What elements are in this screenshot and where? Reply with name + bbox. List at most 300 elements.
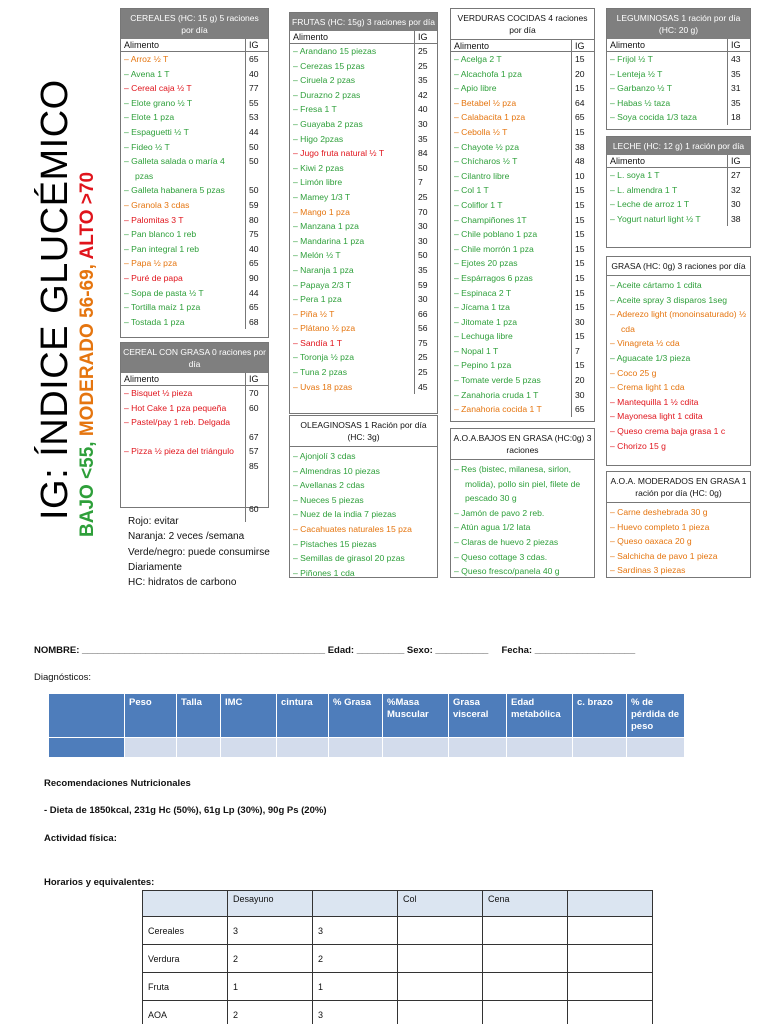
ig-value: 15 [575,185,585,196]
ig-column [728,168,750,226]
cereales-header: CEREALES (HC: 15 g) 5 raciones por día [121,9,268,39]
ig-value: 44 [249,287,259,298]
list-item: – Nuez de la india 7 piezas [293,509,397,520]
horarios-cell[interactable]: 2 [228,945,313,973]
ig-value: 50 [418,250,428,261]
leguminosas-header: LEGUMINOSAS 1 ración por día (HC: 20 g) [607,9,750,39]
diag-value-cell[interactable] [329,738,383,758]
list-item: – Salchicha de pavo 1 pieza [610,550,718,561]
food-item: – Acelga 2 T [454,54,502,64]
food-item: – Habas ½ taza [610,97,671,108]
food-item: – Limón libre [293,177,343,188]
ig-value: 15 [575,243,585,254]
ig-value: 56 [418,323,428,334]
food-item: – Chile morrón 1 pza [454,243,534,254]
food-item: – Cilantro libre [454,170,510,181]
ig-value: 15 [575,214,585,225]
food-item: – Sopa de pasta ½ T [124,287,204,298]
food-item: – Sandía 1 T [293,337,343,348]
ig-value [249,415,268,430]
food-item: – Avena 1 T [124,68,170,79]
food-item: – Chile poblano 1 pza [454,229,538,240]
cereal-grasa-header: CEREAL CON GRASA 0 raciones por día [121,343,268,373]
diag-header-cell: % de pérdida de peso [627,694,685,738]
ig-value: 60 [249,504,259,515]
food-item: – Galleta habanera 5 pzas [124,185,225,196]
horarios-header-cell: Col [398,891,483,917]
list-item: – Almendras 10 piezas [293,465,380,476]
food-item: – Naranja 1 pza [293,264,354,275]
col-ig-header: IG [731,40,741,50]
ig-value: 25 [418,352,428,363]
grasa-header: GRASA (HC: 0g) 3 raciones por día [607,257,750,276]
ig-value: 57 [249,446,259,457]
horarios-cell[interactable]: 3 [313,917,398,945]
food-item: – Cereal caja ½ T [124,83,192,94]
ig-value: 30 [731,199,741,210]
diag-value-cell[interactable] [507,738,573,758]
ig-value: 18 [731,112,741,123]
food-item: – Jícama 1 tza [454,302,510,313]
ig-value: 25 [418,191,428,202]
cereal-grasa-rows [121,386,268,522]
diag-header-cell: c. brazo [573,694,627,738]
horarios-cell[interactable] [483,945,568,973]
diag-value-cell[interactable] [383,738,449,758]
ig-value: 15 [575,83,585,94]
ig-column [246,386,268,522]
ig-value: 7 [575,345,580,356]
ig-value: 25 [418,60,428,71]
list-item: – Queso cottage 3 cdas. [454,551,548,562]
food-item: – Melón ½ T [293,250,341,261]
horarios-cell[interactable] [568,1001,653,1024]
ig-value: 30 [418,118,428,129]
col-ig-header: IG [249,374,259,384]
ig-value: 15 [575,229,585,240]
food-item: – Papa ½ pza [124,258,178,269]
col-food-header: Alimento [290,31,415,43]
col-ig-header: IG [249,40,259,50]
ig-value: 43 [731,54,741,64]
list-item: – Vinagreta ½ cda [610,338,680,349]
ig-value: 38 [731,213,741,224]
aoa-moderados-header: A.O.A. MODERADOS EN GRASA 1 ración por día (HC: 0g) [607,472,750,503]
ig-value: 67 [249,431,259,442]
ig-value: 40 [418,104,428,115]
food-item: – Lenteja ½ T [610,68,663,79]
actividad-fisica-label[interactable]: Actividad física: [44,833,117,844]
food-item: – Apio libre [454,83,497,94]
horarios-cell[interactable] [398,973,483,1001]
food-item: – Toronja ½ pza [293,352,354,363]
ig-value: 15 [575,54,585,64]
food-item: – Soya cocida 1/3 taza [610,112,697,123]
ig-value: 90 [249,272,259,283]
ig-value: 35 [731,97,741,108]
food-item: – Pan blanco 1 reb [124,229,197,240]
list-item: – Atún agua 1/2 lata [454,522,531,533]
leche-rows [607,168,750,226]
food-item: – Elote grano ½ T [124,97,193,108]
diag-value-cell[interactable] [449,738,507,758]
ig-value: 10 [575,170,585,181]
col-food-header: Alimento [607,155,728,167]
horarios-cell[interactable] [568,945,653,973]
ig-value: 15 [575,126,585,137]
food-item: – Mandarina 1 pza [293,235,365,246]
legend-line: Naranja: 2 veces /semana [128,531,245,543]
food-item: – Coliflor 1 T [454,199,503,210]
diag-header-cell: IMC [221,694,277,738]
food-item: – Elote 1 pza [124,112,175,123]
food-item: – Mango 1 pza [293,206,350,217]
food-item: – Higo 2pzas [293,133,344,144]
food-item: – Alcachofa 1 pza [454,68,522,79]
list-item: – Carne deshebrada 30 g [610,507,708,517]
food-item: – Tomate verde 5 pzas [454,375,541,386]
food-item: – Lechuga libre [454,331,513,342]
food-item: – Jugo fruta natural ½ T [293,148,385,159]
food-item: – Ejotes 20 pzas [454,258,518,269]
food-item: – Pepino 1 pza [454,360,512,371]
food-item: – Tostada 1 pza [124,316,185,327]
food-item: – Tortilla maíz 1 pza [124,302,201,313]
cereales-rows [121,52,268,329]
list-item: – Huevo completo 1 pieza [610,521,710,532]
ig-low-label: BAJO <55, [77,441,98,537]
col-food-header: Alimento [607,39,728,51]
horarios-heading: Horarios y equivalentes: [44,877,155,888]
food-item: – Piña ½ T [293,308,335,319]
ig-high-label: ALTO >70 [77,171,98,260]
food-item: – Fresa 1 T [293,104,337,115]
ig-value: 65 [575,404,585,415]
food-item: – Arandano 15 piezas [293,46,377,56]
horarios-cell[interactable]: 1 [313,973,398,1001]
ig-value: 77 [249,83,259,94]
food-item: – Yogurt naturl light ½ T [610,213,701,224]
ig-value: 30 [575,316,585,327]
food-item: – Kiwi 2 pzas [293,162,344,173]
frutas-rows [290,44,437,394]
diag-value-cell[interactable] [627,738,685,758]
ig-value: 64 [575,97,585,108]
diag-header-cell [49,694,125,738]
ig-value: 15 [575,302,585,313]
food-column [290,44,415,394]
food-column [607,52,728,125]
ig-ranges-legend [78,172,97,537]
food-item: – Tuna 2 pzas [293,367,347,378]
ig-value: 40 [249,68,259,79]
food-item: – Cerezas 15 pzas [293,60,365,71]
ig-value: 27 [731,170,741,180]
legend-line: HC: hidratos de carbono [128,577,237,589]
diag-value-cell[interactable] [277,738,329,758]
ig-moderate-label: MODERADO 56-69, [77,264,98,437]
food-item: – Manzana 1 pza [293,221,359,232]
ig-value: 15 [575,199,585,210]
ig-value: 7 [418,177,423,188]
food-item: – Pizza ½ pieza del triángulo [124,446,234,457]
ig-value: 65 [249,54,259,64]
ig-value: 85 [249,460,259,471]
diag-header-cell: Grasa visceral [449,694,507,738]
ig-value: 75 [249,229,259,240]
food-item: – Chícharos ½ T [454,156,518,167]
food-column [121,52,246,329]
list-item: – Res (bistec, milanesa, sirlon, molida), pollo sin piel, filete de pescado 30 g [454,464,581,504]
ig-value: 70 [249,388,259,398]
ig-value: 15 [575,360,585,371]
legend-line: Rojo: evitar [128,516,179,527]
food-item: – Bisquet ½ pieza [124,388,193,398]
verduras-table [450,8,595,422]
food-item: – Pastel/pay 1 reb. Delgada [124,417,231,428]
food-item: – Pera 1 pza [293,294,342,305]
list-item: – Jamón de pavo 2 reb. [454,507,545,518]
list-item: – Aceite cártamo 1 cdita [610,280,702,290]
diag-value-cell[interactable] [573,738,627,758]
cereales-table [120,8,269,338]
ig-value: 35 [418,75,428,86]
leche-header: LECHE (HC: 12 g) 1 ración por día [607,137,750,155]
legend-line: Verde/negro: puede consumirse Diariamente [128,546,270,573]
food-item: – Espárragos 6 pzas [454,272,533,283]
ig-value: 30 [575,389,585,400]
ig-value: 68 [249,316,259,327]
leche-table [606,136,751,248]
list-item: – Cacahuates naturales 15 pza [293,523,412,534]
ig-value: 32 [731,184,741,195]
food-item: – Jitomate 1 pza [454,316,518,327]
page-title: IG: ÍNDICE GLUCÉMICO [34,79,76,520]
list-item: – Piñones 1 cda [293,567,355,578]
diagnostics-table [48,693,685,758]
ig-value: 80 [249,214,259,225]
list-item: – Claras de huevo 2 piezas [454,536,559,547]
oleaginosas-list [289,415,438,578]
food-item: – Palomitas 3 T [124,214,184,225]
list-item: – Mayonesa light 1 cdita [610,411,703,422]
horarios-cell[interactable] [568,917,653,945]
horarios-header-cell [313,891,398,917]
horarios-row-label: AOA [143,1001,228,1024]
diet-summary: - Dieta de 1850kcal, 231g Hc (50%), 61g Lp (30%), 90g Ps (20%) [44,805,327,816]
diag-header-cell: Edad metabólica [507,694,573,738]
frutas-table [289,12,438,414]
list-item: – Aceite spray 3 disparos 1seg [610,294,728,305]
diag-header-cell: cintura [277,694,329,738]
list-item: – Pistaches 15 piezas [293,538,377,549]
ig-value: 60 [249,402,259,413]
diag-header-cell: Peso [125,694,177,738]
aoa-moderados-list [606,471,751,578]
ig-value: 84 [418,148,428,159]
ig-value: 50 [418,162,428,173]
diag-value-cell[interactable] [49,738,125,758]
cereal-grasa-table [120,342,269,515]
ig-column [572,52,594,417]
ig-value: 15 [575,258,585,269]
verduras-rows [451,52,594,417]
ig-value: 75 [418,337,428,348]
leguminosas-rows [607,52,750,125]
aoa-bajos-header: A.O.A.BAJOS EN GRASA (HC:0g) 3 raciones [451,429,594,460]
ig-value: 20 [575,68,585,79]
ig-value: 25 [418,367,428,378]
horarios-cell[interactable] [483,973,568,1001]
horarios-header-cell: Desayuno [228,891,313,917]
list-item: – Aguacate 1/3 pieza [610,352,691,363]
food-item: – Mamey 1/3 T [293,191,351,202]
diag-header-cell: %Masa Muscular [383,694,449,738]
food-item: – Guayaba 2 pzas [293,118,363,129]
food-item: – L. soya 1 T [610,170,660,180]
list-item: – Aderezo light (monoinsaturado) ½ cda [610,309,747,334]
food-column [121,386,246,522]
ig-value: 50 [249,156,259,167]
horarios-cell[interactable]: 3 [313,1001,398,1024]
list-item: – Mantequilla 1 ½ cdita [610,396,699,407]
ig-value: 45 [418,381,428,392]
list-item: – Semillas de girasol 20 pzas [293,553,405,564]
col-ig-header: IG [418,32,428,42]
food-item: – Betabel ½ pza [454,97,517,108]
diag-value-cell[interactable] [177,738,221,758]
ig-value: 20 [575,375,585,386]
food-item: – Champiñones 1T [454,214,527,225]
col-ig-header: IG [731,156,741,166]
horarios-row-label: Fruta [143,973,228,1001]
col-food-header: Alimento [121,39,246,51]
food-item: – Chayote ½ pza [454,141,519,152]
ig-value: 30 [418,221,428,232]
horarios-header-cell [143,891,228,917]
ig-value: 30 [418,235,428,246]
list-item: – Queso oaxaca 20 g [610,536,692,547]
ig-value: 50 [249,141,259,152]
horarios-cell[interactable] [398,917,483,945]
food-item: – Leche de arroz 1 T [610,199,690,210]
food-item: – Fideo ½ T [124,141,170,152]
horarios-table [142,890,653,1024]
ig-value: 42 [418,89,428,100]
horarios-header-cell: Cena [483,891,568,917]
list-item: – Queso crema baja grasa 1 c [610,425,726,436]
diag-value-cell[interactable] [221,738,277,758]
list-item: – Sardinas 3 piezas [610,565,686,576]
food-item: – Ciruela 2 pzas [293,75,356,86]
horarios-cell[interactable]: 1 [228,973,313,1001]
ig-value: 25 [418,46,428,56]
ig-value: 50 [249,185,259,196]
food-item: – Pan integral 1 reb [124,243,200,254]
food-item: – Galleta salada o maría 4 pzas [124,156,225,181]
list-item: – Avellanas 2 cdas [293,480,365,491]
food-item: – Zanahoria cocida 1 T [454,404,542,415]
horarios-cell[interactable]: 3 [228,917,313,945]
ig-value: 31 [731,83,741,94]
ig-value: 15 [575,287,585,298]
col-food-header: Alimento [121,373,246,385]
horarios-row-label: Cereales [143,917,228,945]
ig-value: 65 [249,258,259,269]
aoa-bajos-list [450,428,595,578]
ig-value: 35 [731,68,741,79]
food-item: – Cebolla ½ T [454,126,508,137]
ig-value: 53 [249,112,259,123]
ig-value [249,474,268,489]
food-item: – Nopal 1 T [454,345,499,356]
horarios-cell[interactable]: 2 [228,1001,313,1024]
ig-value: 40 [249,243,259,254]
leguminosas-table [606,8,751,130]
food-item: – Frijol ½ T [610,54,653,64]
diag-value-cell[interactable] [125,738,177,758]
list-item: – Crema light 1 cda [610,382,685,393]
oleaginosas-header: OLEAGINOSAS 1 Ración por día (HC: 3g) [290,416,437,447]
ig-value: 35 [418,264,428,275]
col-food-header: Alimento [451,40,572,51]
grasa-list [606,256,751,466]
ig-column [415,44,437,394]
food-item: – Garbanzo ½ T [610,83,672,94]
food-item: – Hot Cake 1 pza pequeña [124,402,227,413]
diagnosticos-label: Diagnósticos: [34,672,92,683]
ig-value: 59 [418,279,428,290]
horarios-cell[interactable] [568,973,653,1001]
horarios-cell[interactable] [483,1001,568,1024]
verduras-header: VERDURAS COCIDAS 4 raciones por día [451,9,594,39]
horarios-cell[interactable]: 2 [313,945,398,973]
list-item: – Chorizo 15 g [610,440,666,451]
food-item: – L. almendra 1 T [610,184,678,195]
food-item: – Espaguetti ½ T [124,126,189,137]
food-column [607,168,728,226]
list-item: – Nueces 5 piezas [293,494,364,505]
ig-column [728,52,750,125]
horarios-header-cell [568,891,653,917]
patient-info-line[interactable]: NOMBRE: ______________________________________________ Edad: _________ Sexo: __________ Fecha: ___________________ [34,645,636,656]
horarios-cell[interactable] [398,945,483,973]
horarios-cell[interactable] [483,917,568,945]
ig-value: 30 [418,294,428,305]
horarios-row-label: Verdura [143,945,228,973]
ig-value: 66 [418,308,428,319]
ig-value: 55 [249,97,259,108]
food-item: – Col 1 T [454,185,489,196]
food-item: – Papaya 2/3 T [293,279,352,290]
diag-header-cell: Talla [177,694,221,738]
ig-value: 48 [575,156,585,167]
diag-header-cell: % Grasa [329,694,383,738]
col-ig-header: IG [575,41,585,51]
frutas-header: FRUTAS (HC: 15g) 3 raciones por día [290,13,437,31]
food-item: – Arroz ½ T [124,54,169,64]
ig-value: 15 [575,331,585,342]
food-item: – Calabacita 1 pza [454,112,526,123]
food-item: – Granola 3 cdas [124,199,190,210]
horarios-cell[interactable] [398,1001,483,1024]
food-item: – Puré de papa [124,272,183,283]
ig-value: 35 [418,133,428,144]
ig-value: 65 [249,302,259,313]
food-item: – Uvas 18 pzas [293,381,353,392]
ig-column [246,52,268,329]
ig-value: 15 [575,272,585,283]
